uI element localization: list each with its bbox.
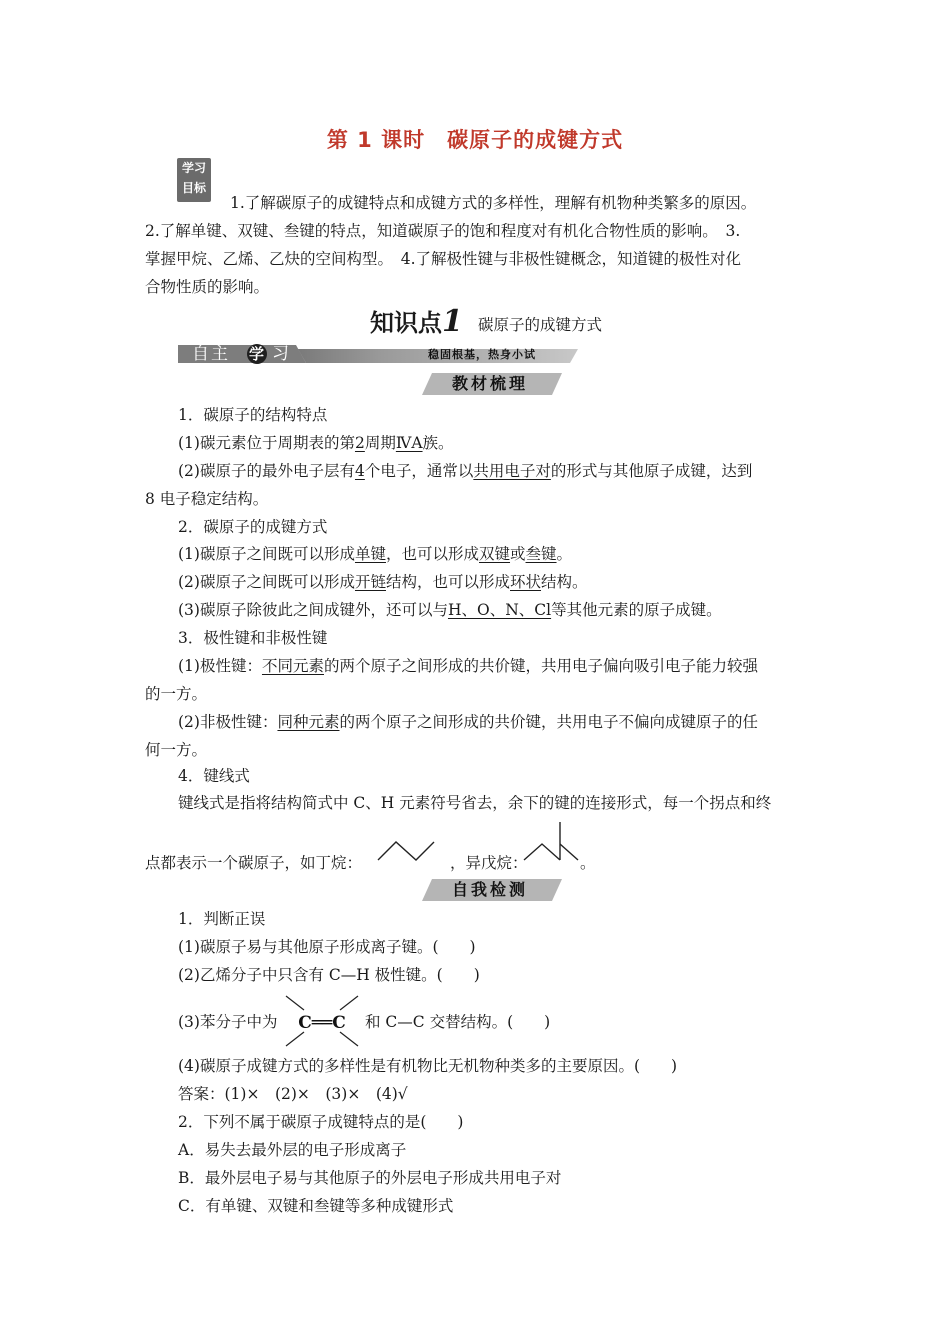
text: 结构。 <box>541 573 588 591</box>
question-1d: (4)碳原子成键方式的多样性是有机物比无机物种类多的主要原因。( ) <box>178 1057 678 1075</box>
para-3a <box>178 655 758 677</box>
question-2: 2．下列不属于碳原子成键特点的是( ) <box>178 1113 464 1131</box>
text: 等其他元素的原子成键。 <box>551 601 722 619</box>
self-study-label-c: 习 <box>272 344 289 364</box>
answer-blank: 同种元素 <box>277 713 340 731</box>
text: (1)碳原子之间既可以形成 <box>178 545 355 563</box>
text: 个电子，通常以 <box>364 462 474 480</box>
answer-blank: 不同元素 <box>261 657 324 675</box>
answer-blank: 环状 <box>510 573 542 591</box>
answer-blank: 4 <box>354 462 365 480</box>
section-material-title: 教材梳理 <box>451 374 528 393</box>
badge-line-1: 学习 <box>181 161 206 175</box>
goal-line-3: 掌握甲烷、乙烯、乙炔的空间构型。 4.了解极性键与非极性键概念，知道键的极性对化 <box>145 250 742 268</box>
badge-line-2: 目标 <box>181 181 206 195</box>
option-a: A．易失去最外层的电子形成离子 <box>178 1141 407 1159</box>
text: (2)非极性键： <box>178 713 278 731</box>
knowledge-point-number: 1 <box>442 304 463 339</box>
answer-blank: 2 <box>354 434 365 452</box>
knowledge-point-label: 知识点 <box>370 309 442 337</box>
answer-blank: 单键 <box>354 545 386 563</box>
section-material-tag <box>422 373 558 395</box>
text: 。 <box>556 545 573 563</box>
carbon-double-bond-diagram <box>282 994 362 1048</box>
goal-line-4: 合物性质的影响。 <box>145 278 270 296</box>
para-2b <box>178 571 588 593</box>
text: 周期 <box>364 434 396 452</box>
answer-blank: ⅣA <box>395 434 423 452</box>
para-4a: 键线式是指将结构简式中 C、H 元素符号省去，余下的键的连接形式，每一个拐点和终 <box>178 794 772 812</box>
text: (2)碳原子的最外电子层有 <box>178 462 355 480</box>
section-selfcheck-tag <box>422 879 558 901</box>
self-study-tagline: 稳固根基，热身小试 <box>428 348 536 361</box>
self-study-label-a: 自主 <box>192 344 230 364</box>
question-1a: (1)碳原子易与其他原子形成离子键。( ) <box>178 938 476 956</box>
text: ，也可以形成 <box>385 545 479 563</box>
text: 结构，也可以形成 <box>385 573 510 591</box>
text: 的两个原子之间形成的共价键，共用电子不偏向成键原子的任 <box>339 713 758 731</box>
answer-blank: 叁键 <box>525 545 557 563</box>
option-c: C．有单键、双键和叁键等多种成键形式 <box>178 1197 454 1215</box>
heading-1: 1．碳原子的结构特点 <box>178 406 328 424</box>
goal-line-1: 1.了解碳原子的成键特点和成键方式的多样性，理解有机物种类繁多的原因。 <box>230 194 757 212</box>
page-title: 第 1 课时 碳原子的成键方式 <box>326 128 624 152</box>
option-b: B．最外层电子易与其他原子的外层电子形成共用电子对 <box>178 1169 562 1187</box>
learning-goal-badge <box>177 158 211 202</box>
answer-blank: H、O、N、Cl <box>447 601 552 619</box>
para-4b-end: 。 <box>580 854 596 872</box>
answer-blank: 双键 <box>479 545 511 563</box>
text: (1)碳元素位于周期表的第 <box>178 434 355 452</box>
text: 的两个原子之间形成的共价键，共用电子偏向吸引电子能力较强 <box>323 657 758 675</box>
text: (1)极性键： <box>178 657 262 675</box>
para-3a-cont: 的一方。 <box>145 685 208 703</box>
butane-skeletal-diagram <box>376 838 442 864</box>
isopentane-skeletal-diagram <box>522 820 582 866</box>
para-1c: 8 电子稳定结构。 <box>145 490 269 508</box>
text: 的形式与其他原子成键，达到 <box>550 462 753 480</box>
text: 或 <box>510 545 526 563</box>
para-1a <box>178 432 454 454</box>
text: (2)碳原子之间既可以形成 <box>178 573 355 591</box>
text: (3)碳原子除彼此之间成键外，还可以与 <box>178 601 448 619</box>
self-study-banner <box>178 343 578 365</box>
text: 族。 <box>422 434 454 452</box>
goal-line-2: 2.了解单键、双键、叁键的特点，知道碳原子的饱和程度对有机化合物性质的影响。 3. <box>145 222 741 240</box>
knowledge-point-subtitle: 碳原子的成键方式 <box>478 316 603 334</box>
question-1: 1．判断正误 <box>178 910 266 928</box>
question-1b: (2)乙烯分子中只含有 C—H 极性键。( ) <box>178 966 480 984</box>
heading-4: 4．键线式 <box>178 767 250 785</box>
para-3b <box>178 711 758 733</box>
section-selfcheck-title: 自我检测 <box>451 880 528 899</box>
para-3b-cont: 何一方。 <box>145 741 208 759</box>
answer-blank: 共用电子对 <box>473 462 551 480</box>
question-1c-end: 和 C—C 交替结构。( ) <box>365 1013 551 1031</box>
knowledge-point-heading <box>370 303 463 339</box>
para-1b <box>178 460 752 482</box>
heading-2: 2．碳原子的成键方式 <box>178 518 328 536</box>
para-2a <box>178 543 572 565</box>
heading-3: 3．极性键和非极性键 <box>178 629 328 647</box>
para-4b-mid: ，异戊烷： <box>450 854 528 872</box>
carbon-double-bond-formula: C══C <box>298 1013 346 1033</box>
question-1c-start: (3)苯分子中为 <box>178 1013 278 1031</box>
answer-blank: 开链 <box>354 573 386 591</box>
para-4b-start: 点都表示一个碳原子，如丁烷： <box>145 854 363 872</box>
answer-1: 答案：(1)× (2)× (3)× (4)√ <box>178 1085 408 1103</box>
self-study-label-b: 学 <box>249 345 265 363</box>
para-2c <box>178 599 722 621</box>
